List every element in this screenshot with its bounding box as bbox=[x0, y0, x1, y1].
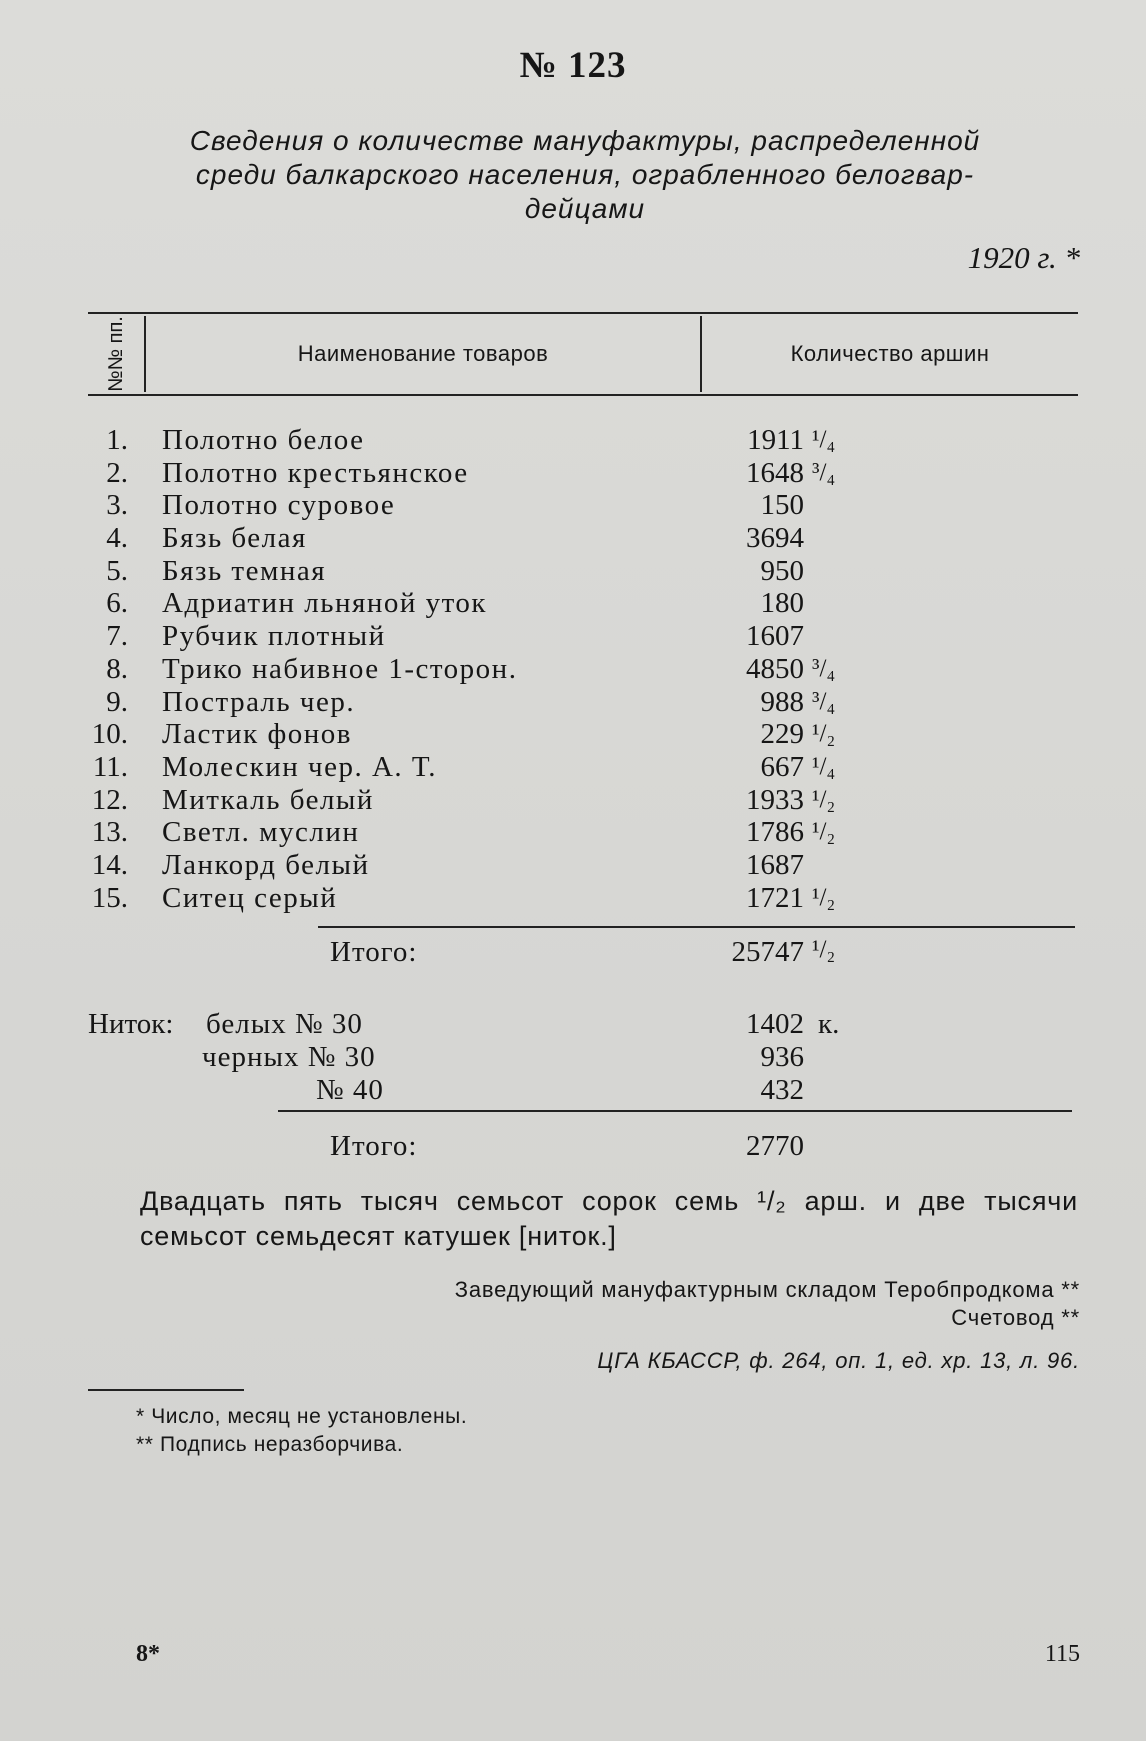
document-date: 1920 г. * bbox=[967, 240, 1080, 275]
table-row bbox=[0, 718, 1146, 751]
row-quantity: 229 bbox=[760, 718, 804, 751]
footnotes bbox=[136, 1403, 467, 1459]
goods-total-rule bbox=[318, 926, 1075, 928]
table-row bbox=[0, 816, 1146, 849]
title-line: дейцами bbox=[524, 193, 646, 224]
row-number: 15. bbox=[91, 881, 128, 914]
col-header-number bbox=[88, 316, 146, 392]
row-fraction: ¹/₄ bbox=[812, 752, 836, 780]
table-row bbox=[0, 457, 1146, 490]
row-name: Ластик фонов bbox=[162, 718, 352, 751]
thread-quantity: 1402 bbox=[746, 1008, 804, 1040]
table-row bbox=[0, 849, 1146, 882]
thread-name: черных № 30 bbox=[202, 1041, 376, 1073]
threads-total bbox=[0, 1130, 1146, 1166]
signature-mark: 8* bbox=[136, 1641, 160, 1667]
title-line: Сведения о количестве мануфактуры, распределенной bbox=[189, 125, 981, 156]
row-quantity: 1648 bbox=[746, 456, 804, 489]
row-number: 2. bbox=[106, 456, 128, 489]
title-line: среди балкарского населения, ограбленного белогвар- bbox=[195, 159, 975, 190]
table-header bbox=[88, 316, 1078, 392]
row-name: Полотно белое bbox=[162, 424, 365, 456]
row-number: 1. bbox=[106, 424, 128, 456]
table-row bbox=[0, 882, 1146, 915]
threads-total-rule bbox=[278, 1110, 1072, 1112]
row-fraction: ¹/₄ bbox=[812, 426, 836, 453]
threads-total-label: Итого: bbox=[330, 1130, 418, 1162]
thread-name: белых № 30 bbox=[206, 1008, 363, 1040]
row-quantity: 1687 bbox=[746, 848, 804, 881]
row-name: Рубчик плотный bbox=[162, 620, 386, 653]
row-fraction: ³/₄ bbox=[812, 458, 836, 486]
row-fraction: ¹/₂ bbox=[812, 818, 836, 846]
archive-reference: ЦГА КБАССР, ф. 264, оп. 1, ед. хр. 13, л. 96. bbox=[597, 1348, 1080, 1373]
table-row bbox=[0, 653, 1146, 686]
row-quantity: 1933 bbox=[746, 783, 804, 816]
row-fraction: ¹/₂ bbox=[812, 883, 836, 911]
row-quantity: 1911 bbox=[747, 424, 804, 456]
row-name: Светл. муслин bbox=[162, 816, 360, 849]
row-fraction: ³/₄ bbox=[812, 654, 836, 682]
threads-label: Ниток: bbox=[88, 1008, 174, 1040]
row-name: Молескин чер. А. Т. bbox=[162, 750, 437, 783]
thread-quantity: 432 bbox=[760, 1074, 804, 1106]
thread-quantity: 936 bbox=[760, 1041, 804, 1073]
threads-total-quantity: 2770 bbox=[746, 1130, 804, 1162]
table-row bbox=[0, 686, 1146, 719]
row-number: 13. bbox=[91, 816, 128, 849]
row-number: 10. bbox=[91, 718, 128, 751]
thread-row bbox=[0, 1074, 1146, 1107]
row-name: Адриатин льняной уток bbox=[162, 587, 488, 620]
footnote: ** Подпись неразборчива. bbox=[136, 1433, 404, 1456]
row-number: 12. bbox=[91, 783, 128, 816]
row-fraction: ³/₄ bbox=[812, 687, 836, 715]
goods-total-quantity: 25747 bbox=[731, 936, 804, 968]
row-name: Полотно крестьянское bbox=[162, 456, 469, 489]
col-header-name: Наименование товаров bbox=[146, 316, 702, 392]
row-number: 3. bbox=[106, 489, 128, 522]
thread-unit: к. bbox=[818, 1008, 840, 1040]
footnote: * Число, месяц не установлены. bbox=[136, 1405, 468, 1428]
row-name: Трико набивное 1-сторон. bbox=[162, 652, 518, 685]
table-row bbox=[0, 587, 1146, 620]
table-row bbox=[0, 424, 1146, 457]
row-fraction: ¹/₂ bbox=[812, 720, 836, 748]
row-quantity: 950 bbox=[760, 554, 804, 587]
row-number: 11. bbox=[92, 750, 128, 783]
col-header-number-label: №№ пп. bbox=[105, 316, 127, 392]
table-row bbox=[0, 489, 1146, 522]
row-number: 6. bbox=[106, 587, 128, 620]
row-name: Пострaль чер. bbox=[162, 685, 356, 718]
manager-signature: Заведующий мануфактурным складом Теробпродкома ** bbox=[454, 1277, 1080, 1302]
row-quantity: 150 bbox=[760, 489, 804, 522]
row-quantity: 988 bbox=[760, 685, 804, 718]
accountant-signature: Счетовод ** bbox=[951, 1305, 1080, 1330]
page-number: 115 bbox=[1044, 1641, 1080, 1667]
row-quantity: 180 bbox=[760, 587, 804, 620]
goods-list bbox=[0, 424, 1146, 914]
row-quantity: 667 bbox=[760, 750, 804, 783]
thread-name: № 40 bbox=[316, 1074, 384, 1106]
row-quantity: 1721 bbox=[746, 881, 804, 914]
row-name: Бязь белая bbox=[162, 522, 307, 555]
row-number: 14. bbox=[91, 848, 128, 881]
row-name: Ситец серый bbox=[162, 881, 338, 914]
col-header-quantity: Количество аршин bbox=[790, 341, 990, 366]
row-name: Полотно суровое bbox=[162, 489, 396, 522]
table-row bbox=[0, 620, 1146, 653]
table-row bbox=[0, 751, 1146, 784]
row-name: Ланкорд белый bbox=[162, 848, 370, 881]
table-row bbox=[0, 784, 1146, 817]
row-number: 8. bbox=[106, 652, 128, 685]
row-name: Миткаль белый bbox=[162, 783, 374, 816]
table-row bbox=[0, 522, 1146, 555]
goods-total-fraction: ¹/₂ bbox=[812, 936, 836, 963]
goods-total bbox=[0, 936, 1146, 972]
document-number: № 123 bbox=[519, 45, 627, 86]
table-top-rule bbox=[88, 312, 1078, 314]
row-number: 4. bbox=[106, 522, 128, 555]
thread-row bbox=[0, 1008, 1146, 1041]
table-row bbox=[0, 555, 1146, 588]
thread-row bbox=[0, 1041, 1146, 1074]
row-name: Бязь темная bbox=[162, 554, 327, 587]
row-quantity: 4850 bbox=[746, 652, 804, 685]
row-quantity: 1786 bbox=[746, 816, 804, 849]
row-number: 7. bbox=[106, 620, 128, 653]
document-title bbox=[140, 124, 1030, 226]
footnote-rule bbox=[88, 1389, 244, 1391]
row-quantity: 1607 bbox=[746, 620, 804, 653]
row-number: 9. bbox=[106, 685, 128, 718]
table-header-bottom-rule bbox=[88, 394, 1078, 396]
summary-text: Двадцать пять тысяч семьсот сорок семь ¹/₂ арш. и две тысячи семьсот семьдесят катушек [ниток.] bbox=[140, 1186, 1078, 1251]
goods-total-label: Итого: bbox=[330, 936, 418, 968]
row-fraction: ¹/₂ bbox=[812, 785, 836, 813]
row-quantity: 3694 bbox=[746, 522, 804, 555]
row-number: 5. bbox=[106, 554, 128, 587]
